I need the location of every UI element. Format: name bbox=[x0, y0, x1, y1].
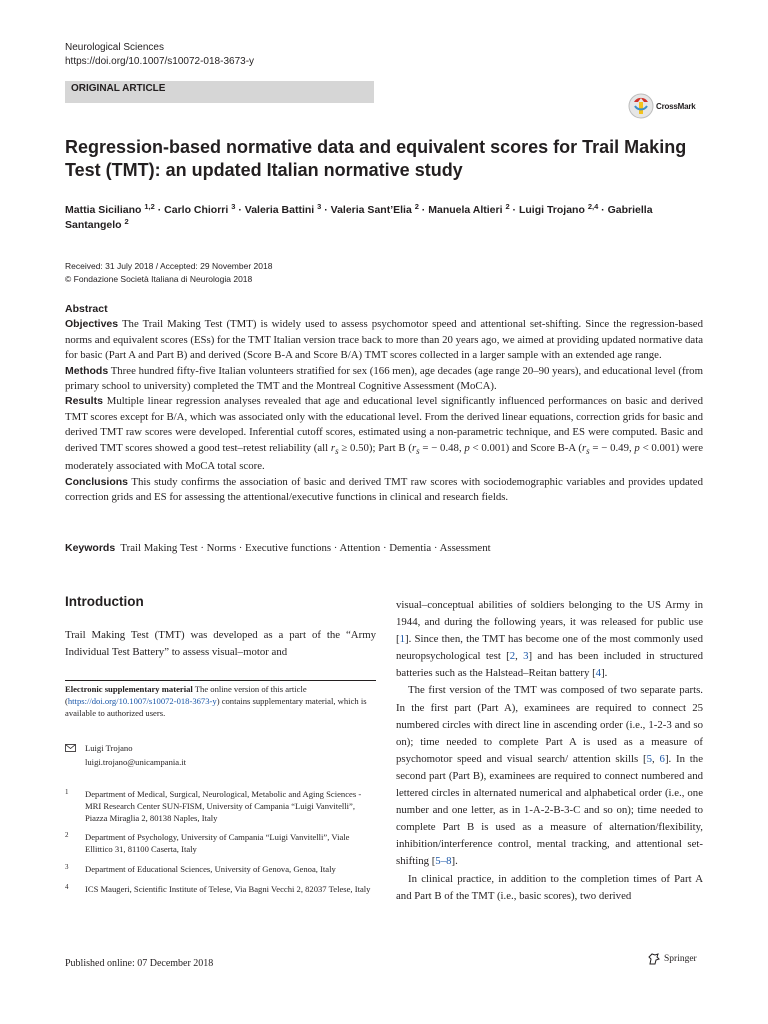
keywords bbox=[65, 541, 705, 555]
author-list: Mattia Siciliano $^{1,2}$ · Carlo Chiorri $^3$ · Valeria Battini $^3$ · Valeria Sant’Elia $^2$ · Manuela Altieri $^2$ · Luigi Trojano $^{2,4}$ · Gabriella Santangelo $^2$ bbox=[65, 202, 653, 231]
published-online-date: Published online: 07 December 2018 bbox=[65, 958, 214, 969]
abstract-heading: Abstract bbox=[65, 303, 108, 315]
paragraph: The first version of the TMT was composed of two separate parts. In the first part (Part A), examinees are required to connect 25 numbered circles with direct line in ascending order (i.e., 1-2-3 and so on); time needed to complete Part A is used as a measure of psychomotor speed and visual search/ attention skills [5, 6]. In the second part (Part B), examinees are required to connect numbered and lettered circles in alternated numerical and alphabetical order (i.e., one number and one letter, as in 1-A-2-B-3-C and so on); time needed to complete Part B is used as a measure of alternation/flexibility, inhibition/interference control, mental tracking, and attentional set-shifting [5–8]. bbox=[396, 684, 703, 868]
received-date: Received: 31 July 2018 / Accepted: 29 November 2018 bbox=[65, 261, 273, 271]
author[interactable]: Luigi Trojano $^{2,4}$ bbox=[518, 202, 599, 216]
affiliation: 4 ICS Maugeri, Scientific Institute of Telese, Via Bagni Vecchi 2, 82037 Telese, Italy bbox=[65, 882, 371, 894]
introduction-left-text: Trail Making Test (TMT) was developed as a part of the “Army Individual Test Battery” to assess visual–motor and bbox=[65, 629, 376, 659]
crossmark-badge[interactable] bbox=[628, 93, 706, 119]
author[interactable]: Valeria Battini $^3$ bbox=[244, 202, 322, 216]
affiliations bbox=[65, 789, 376, 904]
keywords-heading: Keywords bbox=[65, 542, 116, 554]
crossmark-label: CrossMark bbox=[656, 101, 696, 111]
abstract-results: Results Multiple linear regression analyses revealed that age and educational level significantly influenced performances on basic and derived TMT scores except for B/A, which was associated only with the educational level. From the derived linear equations, correction grids for basic and derived TMT raw scores were developed. Inferential cutoff scores, estimated using a non-parametric technique, and ES were computed. Basic and derived TMT scores showed a good test–retest reliability (all $r_s \ge 0.50$); Part B ($r_s$ = − 0.48, p < 0.001) and Score B-A ($r_s$ = − 0.49, p < 0.001) were moderately associated with MoCA total score. bbox=[65, 395, 703, 473]
author[interactable]: Mattia Siciliano $^{1,2}$ bbox=[65, 202, 155, 216]
article-title: Regression-based normative data and equivalent scores for Trail Making Test (TMT): an updated Italian normative study bbox=[65, 137, 687, 180]
springer-horse-icon bbox=[647, 952, 661, 966]
springer-logo bbox=[647, 952, 697, 966]
corresponding-author-name: Luigi Trojano bbox=[85, 743, 133, 753]
correspondence bbox=[65, 741, 186, 769]
article-dates bbox=[65, 260, 272, 285]
supplementary-link[interactable]: https://doi.org/10.1007/s10072-018-3673-y bbox=[67, 695, 217, 706]
copyright: © Fondazione Società Italiana di Neurologia 2018 bbox=[65, 273, 253, 284]
paragraph: In clinical practice, in addition to the completion times of Part A and Part B of the TMT (i.e., basic scores), two derived bbox=[396, 872, 703, 902]
citation-link[interactable]: 5 bbox=[646, 752, 653, 765]
keywords-list: Trail Making Test · Norms · Executive functions · Attention · Dementia · Assessment bbox=[120, 542, 491, 554]
citation-link[interactable]: 6 bbox=[659, 752, 665, 765]
author[interactable]: Carlo Chiorri $^3$ bbox=[164, 202, 236, 216]
introduction-right-text bbox=[396, 597, 703, 905]
corresponding-author-email[interactable]: luigi.trojano@unicampania.it bbox=[85, 757, 186, 767]
abstract bbox=[65, 302, 703, 505]
abstract-methods: Methods Three hundred fifty-five Italian volunteers stratified for sex (166 men), age decades (age range 20–90 years), and educational level (from primary school to university) completed the TMT and the Montreal Cognitive Assessment (MoCA). bbox=[65, 364, 703, 393]
citation-link[interactable]: 3 bbox=[523, 650, 529, 663]
abstract-objectives: Objectives The Trail Making Test (TMT) is widely used to assess psychomotor speed and attentional set-shifting. Since the regression-based norms and equivalent scores (ESs) for the TMT Italian version trace back to more than 20 years ago, we aimed at providing updated normative data for basic (Part A and Part B) and derived (Score B-A and Score B/A) TMT scores collected in a larger sample with an extended age range. bbox=[65, 318, 703, 362]
crossmark-icon bbox=[628, 93, 654, 119]
journal-header bbox=[65, 41, 254, 69]
citation-link[interactable]: 2 bbox=[509, 650, 516, 663]
author[interactable]: Gabriella Santangelo $^2$ bbox=[65, 204, 653, 231]
author[interactable]: Valeria Sant’Elia $^2$ bbox=[330, 202, 419, 216]
abstract-conclusions: Conclusions This study confirms the association of basic and derived TMT raw scores with sociodemographic variables and provides updated correction grids and ES for assessing the attentional/executive functions in clinical and research fields. bbox=[65, 475, 703, 504]
supplementary-material-note: Electronic supplementary material The online version of this article (https://doi.org/10.1007/s10072-018-3673-y) contains supplementary material, which is available to authorized users. bbox=[65, 684, 367, 718]
article-type-banner: ORIGINAL ARTICLE bbox=[65, 81, 374, 103]
journal-name: Neurological Sciences bbox=[65, 42, 164, 53]
springer-label: Springer bbox=[664, 954, 697, 964]
footnote-divider bbox=[65, 680, 376, 681]
introduction-heading: Introduction bbox=[65, 594, 144, 609]
affiliation: 1 Department of Medical, Surgical, Neurological, Metabolic and Aging Sciences - MRI Research Center SUN-FISM, University of Campania “Luigi Vanvitelli”, Piazza Miraglia 2, 80138 Naples, Italy bbox=[65, 788, 362, 823]
citation-link[interactable]: 1 bbox=[399, 633, 406, 646]
citation-link[interactable]: 4 bbox=[595, 667, 602, 680]
author[interactable]: Manuela Altieri $^2$ bbox=[428, 202, 510, 216]
paragraph: visual–conceptual abilities of soldiers belonging to the US Army in 1944, and during the following years, it was released for public use [1]. Since then, the TMT has become one of the most commonly used neuropsychological test [2, 3] and has been included in structured batteries such as the Halstead–Reitan battery [4]. bbox=[396, 599, 703, 680]
envelope-icon bbox=[65, 744, 76, 752]
affiliation: 2 Department of Psychology, University of Campania “Luigi Vanvitelli”, Viale Ellittico 31, 81100 Caserta, Italy bbox=[65, 831, 350, 855]
journal-doi[interactable]: https://doi.org/10.1007/s10072-018-3673-y bbox=[65, 56, 255, 67]
affiliation: 3 Department of Educational Sciences, University of Genova, Genoa, Italy bbox=[65, 862, 336, 874]
citation-link[interactable]: 5–8 bbox=[435, 855, 452, 868]
